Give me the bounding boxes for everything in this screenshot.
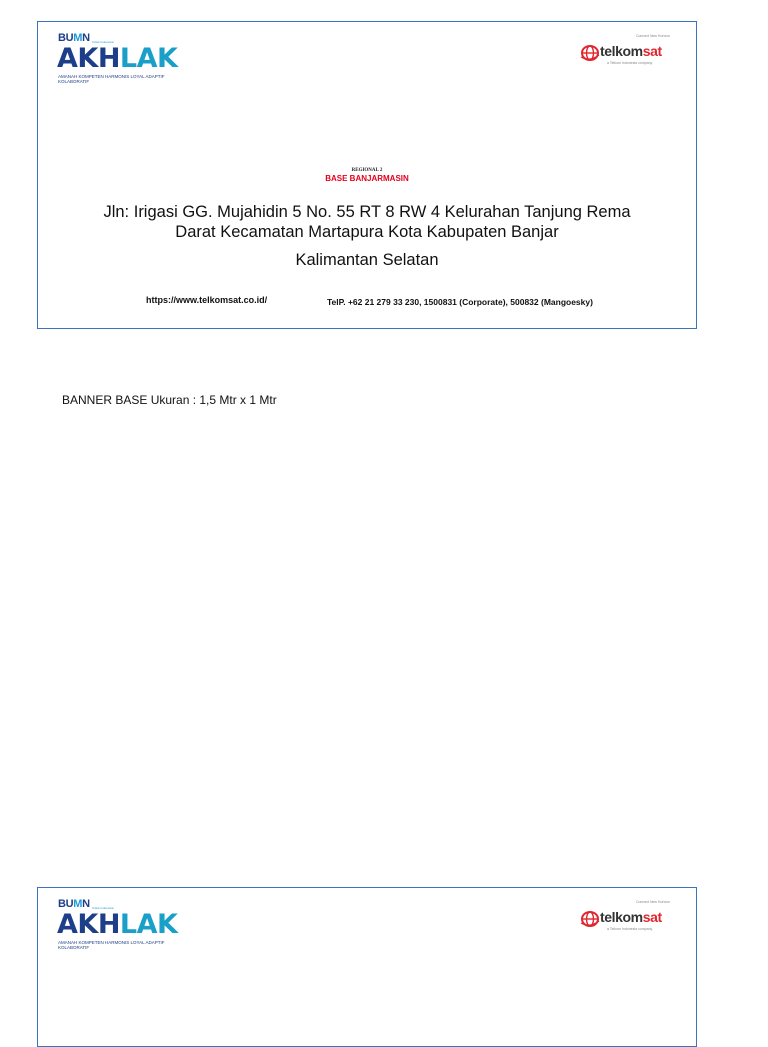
address xyxy=(38,202,696,242)
phone-numbers: TelP. +62 21 279 33 230, 1500831 (Corporate), 500832 (Mangoesky) xyxy=(327,297,593,307)
telkomsat-logo: Connect New Horizon telkomsat a Telkom Indonesia company xyxy=(580,34,672,70)
bumn-logo: BUMN Untuk Indonesia xyxy=(58,898,114,910)
banner-base-banjarmasin xyxy=(37,21,697,329)
banner-size-caption: BANNER BASE Ukuran : 1,5 Mtr x 1 Mtr xyxy=(62,393,277,407)
telkomsat-globe-icon xyxy=(580,909,600,929)
telkomsat-logo: Connect New Horizon telkomsat a Telkom Indonesia company xyxy=(580,900,672,936)
bumn-akhlak-logo xyxy=(57,32,178,94)
akhlak-tagline: AMANAH KOMPETEN HARMONIS LOYAL ADAPTIF KOLABORATIF xyxy=(58,74,165,85)
akhlak-wordmark: AKHLAK xyxy=(57,43,178,74)
address-line-1: Jln: Irigasi GG. Mujahidin 5 No. 55 RT 8 RW 4 Kelurahan Tanjung Rema xyxy=(103,203,631,221)
website-url: https://www.telkomsat.co.id/ xyxy=(146,295,268,305)
banner-second xyxy=(37,887,697,1047)
address-line-2: Darat Kecamatan Martapura Kota Kabupaten Banjar xyxy=(175,223,559,241)
bumn-logo: BUMN Untuk Indonesia xyxy=(58,32,114,44)
telkomsat-globe-icon xyxy=(580,43,600,63)
akhlak-tagline: AMANAH KOMPETEN HARMONIS LOYAL ADAPTIF KOLABORATIF xyxy=(58,940,165,951)
akhlak-wordmark: AKHLAK xyxy=(57,909,178,940)
regional-label: REGIONAL 2 xyxy=(351,168,383,173)
telkomsat-wordmark: telkomsat xyxy=(600,909,662,925)
telkomsat-wordmark: telkomsat xyxy=(600,43,662,59)
province: Kalimantan Selatan xyxy=(295,251,439,269)
base-name: BASE BANJARMASIN xyxy=(325,174,409,183)
bumn-akhlak-logo xyxy=(57,898,178,960)
